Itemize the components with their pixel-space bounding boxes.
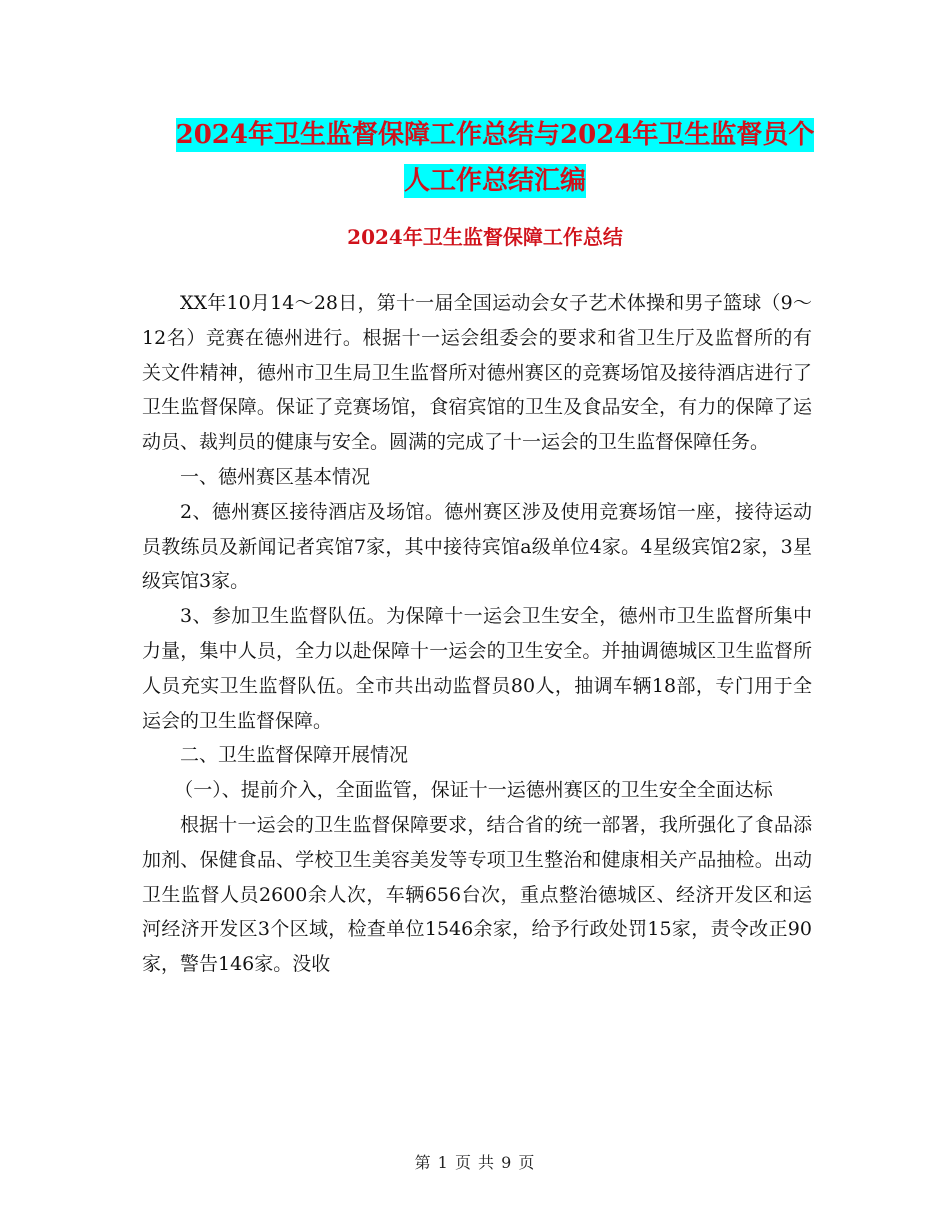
- page-number-footer: 第 1 页 共 9 页: [414, 1153, 536, 1172]
- paragraph-hotels-venues: 2、德州赛区接待酒店及场馆。德州赛区涉及使用竞赛场馆一座，接待运动员教练员及新闻记者宾馆7家，其中接待宾馆a级单位4家。4星级宾馆2家，3星级宾馆3家。: [142, 500, 812, 593]
- section-title: 2024年卫生监督保障工作总结: [347, 225, 623, 249]
- paragraph-supervision-team: 3、参加卫生监督队伍。为保障十一运会卫生安全，德州市卫生监督所集中力量，集中人员，全力以赴保障十一运会的卫生安全。并抽调德城区卫生监督所人员充实卫生监督队伍。全市共出动监督员80人，抽调车辆18部，专门用于全运会的卫生监督保障。: [142, 605, 812, 732]
- heading-supervision-progress: 二、卫生监督保障开展情况: [180, 744, 409, 767]
- paragraph-special-rectification: 根据十一运会的卫生监督保障要求，结合省的统一部署，我所强化了食品添加剂、保健食品、学校卫生美容美发等专项卫生整治和健康相关产品抽检。出动卫生监督人员2600余人次，车辆656台次，重点整治德城区、经济开发区和运河经济开发区3个区域，检查单位1546余家，给予行政处罚15家，责令改正90家，警告146家。没收: [142, 813, 812, 976]
- document-title-line2: 人工作总结汇编: [403, 166, 586, 196]
- document-title-line1: 2024年卫生监督保障工作总结与2024年卫生监督员个: [175, 120, 815, 150]
- paragraph-intro: XX年10月14～28日，第十一届全国运动会女子艺术体操和男子篮球（9～12名）竞赛在德州进行。根据十一运会组委会的要求和省卫生厅及监督所的有关文件精神，德州市卫生局卫生监督所对德州赛区的竞赛场馆及接待酒店进行了卫生监督保障。保证了竞赛场馆，食宿宾馆的卫生及食品安全，有力的保障了运动员、裁判员的健康与安全。圆满的完成了十一运会的卫生监督保障任务。: [142, 292, 812, 454]
- document-body: [142, 286, 812, 982]
- document-title: [140, 112, 850, 204]
- heading-basic-situation: 一、德州赛区基本情况: [180, 465, 371, 488]
- subheading-early-intervention: （一）、提前介入，全面监管，保证十一运德州赛区的卫生安全全面达标: [174, 779, 773, 802]
